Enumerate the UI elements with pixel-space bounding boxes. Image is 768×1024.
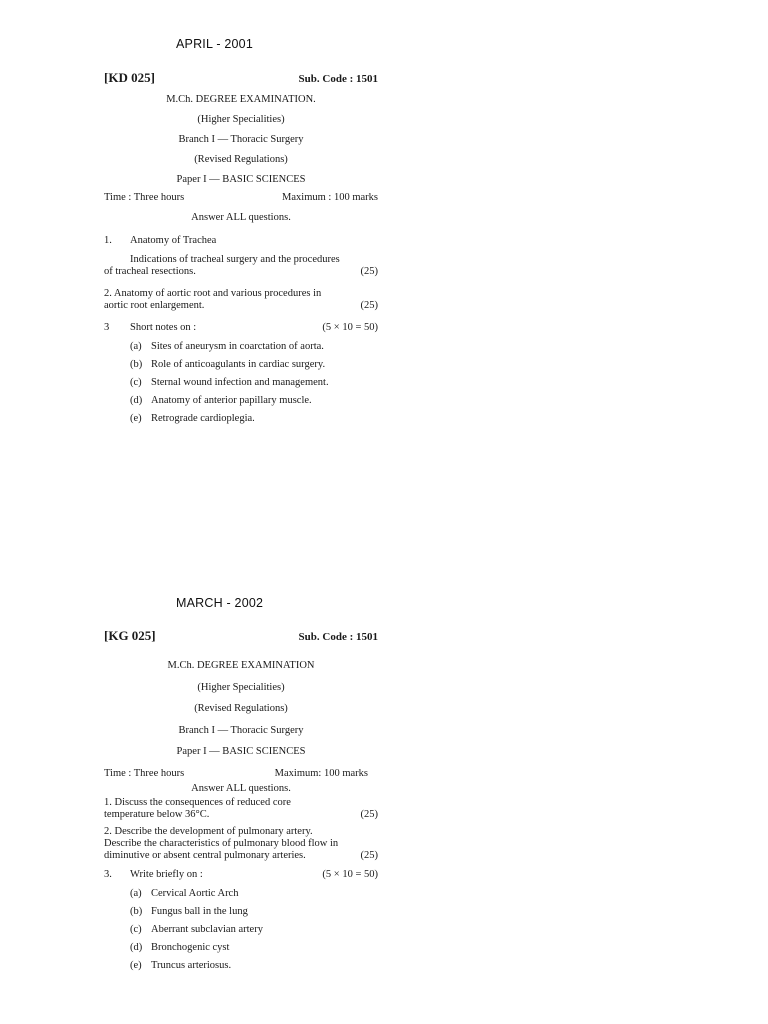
list-item (130, 924, 263, 937)
question-title: Anatomy of Trachea (130, 235, 217, 246)
branch: Branch I — Thoracic Surgery (178, 725, 304, 736)
question-marks: (25) (360, 266, 378, 277)
question-marks: (25) (360, 850, 378, 861)
exam-paper-2001 (104, 70, 378, 430)
item-text: Truncus arteriosus. (151, 960, 232, 971)
question-number: 3. (104, 869, 112, 880)
paper-code: [KD 025] (104, 70, 155, 85)
question-marks: (25) (360, 809, 378, 820)
subject-code: Sub. Code : 1501 (298, 73, 378, 85)
question-line: Describe the characteristics of pulmonary blood flow in (104, 838, 339, 849)
list-item (130, 942, 229, 955)
specialities: (Higher Specialities) (197, 114, 285, 125)
exam-paper-2002 (104, 628, 378, 978)
regulations: (Revised Regulations) (194, 703, 288, 714)
question-marks: (5 × 10 = 50) (322, 869, 378, 880)
item-text: Retrograde cardioplegia. (151, 413, 255, 424)
subject-code: Sub. Code : 1501 (298, 631, 378, 643)
list-item (130, 359, 325, 372)
question-number: 1. (104, 235, 112, 246)
list-item (130, 413, 255, 426)
question-marks: (25) (360, 300, 378, 311)
question-line: 1. Discuss the consequences of reduced core (104, 797, 291, 808)
question-marks: (5 × 10 = 50) (322, 322, 378, 333)
item-label: (b) (130, 906, 143, 917)
list-item (130, 341, 324, 354)
list-item (130, 906, 248, 919)
item-label: (b) (130, 359, 143, 370)
item-label: (a) (130, 341, 142, 352)
question-line: aortic root enlargement. (104, 300, 205, 311)
question-title: Short notes on : (130, 322, 197, 333)
time-label: Time : Three hours (104, 192, 185, 203)
answer-instruction: Answer ALL questions. (191, 783, 291, 794)
exam-date: MARCH - 2002 (176, 596, 264, 610)
branch: Branch I — Thoracic Surgery (178, 134, 304, 145)
time-label: Time : Three hours (104, 768, 185, 779)
paper-title: Paper I — BASIC SCIENCES (176, 174, 306, 185)
answer-instruction: Answer ALL questions. (191, 212, 291, 223)
item-text: Anatomy of anterior papillary muscle. (151, 395, 312, 406)
question-title: Write briefly on : (130, 869, 203, 880)
item-label: (e) (130, 413, 142, 424)
item-label: (c) (130, 924, 142, 935)
question-line: temperature below 36°C. (104, 809, 210, 820)
item-text: Aberrant subclavian artery (151, 924, 263, 935)
item-text: Cervical Aortic Arch (151, 888, 239, 899)
max-marks: Maximum : 100 marks (282, 192, 378, 203)
exam-title: M.Ch. DEGREE EXAMINATION. (166, 94, 316, 105)
item-label: (a) (130, 888, 142, 899)
item-text: Sternal wound infection and management. (151, 377, 329, 388)
question-line: 2. Anatomy of aortic root and various procedures in (104, 288, 322, 299)
list-item (130, 395, 312, 408)
question-line: of tracheal resections. (104, 266, 196, 277)
list-item (130, 960, 231, 973)
paper-title: Paper I — BASIC SCIENCES (176, 746, 306, 757)
list-item (130, 377, 329, 390)
item-label: (c) (130, 377, 142, 388)
regulations: (Revised Regulations) (194, 154, 288, 165)
question-line: 2. Describe the development of pulmonary artery. (104, 826, 313, 837)
exam-date: APRIL - 2001 (176, 37, 253, 51)
item-text: Fungus ball in the lung (151, 906, 248, 917)
item-label: (d) (130, 942, 143, 953)
question-line: diminutive or absent central pulmonary arteries. (104, 850, 306, 861)
exam-title: M.Ch. DEGREE EXAMINATION (167, 660, 315, 671)
question-number: 3 (104, 322, 110, 333)
list-item (130, 888, 238, 901)
max-marks: Maximum: 100 marks (274, 768, 368, 779)
item-label: (e) (130, 960, 142, 971)
paper-code: [KG 025] (104, 628, 156, 643)
item-text: Bronchogenic cyst (151, 942, 230, 953)
question-line: Indications of tracheal surgery and the procedures (130, 254, 340, 265)
item-text: Sites of aneurysm in coarctation of aorta. (151, 341, 324, 352)
item-label: (d) (130, 395, 143, 406)
item-text: Role of anticoagulants in cardiac surgery. (151, 359, 326, 370)
specialities: (Higher Specialities) (197, 682, 285, 693)
